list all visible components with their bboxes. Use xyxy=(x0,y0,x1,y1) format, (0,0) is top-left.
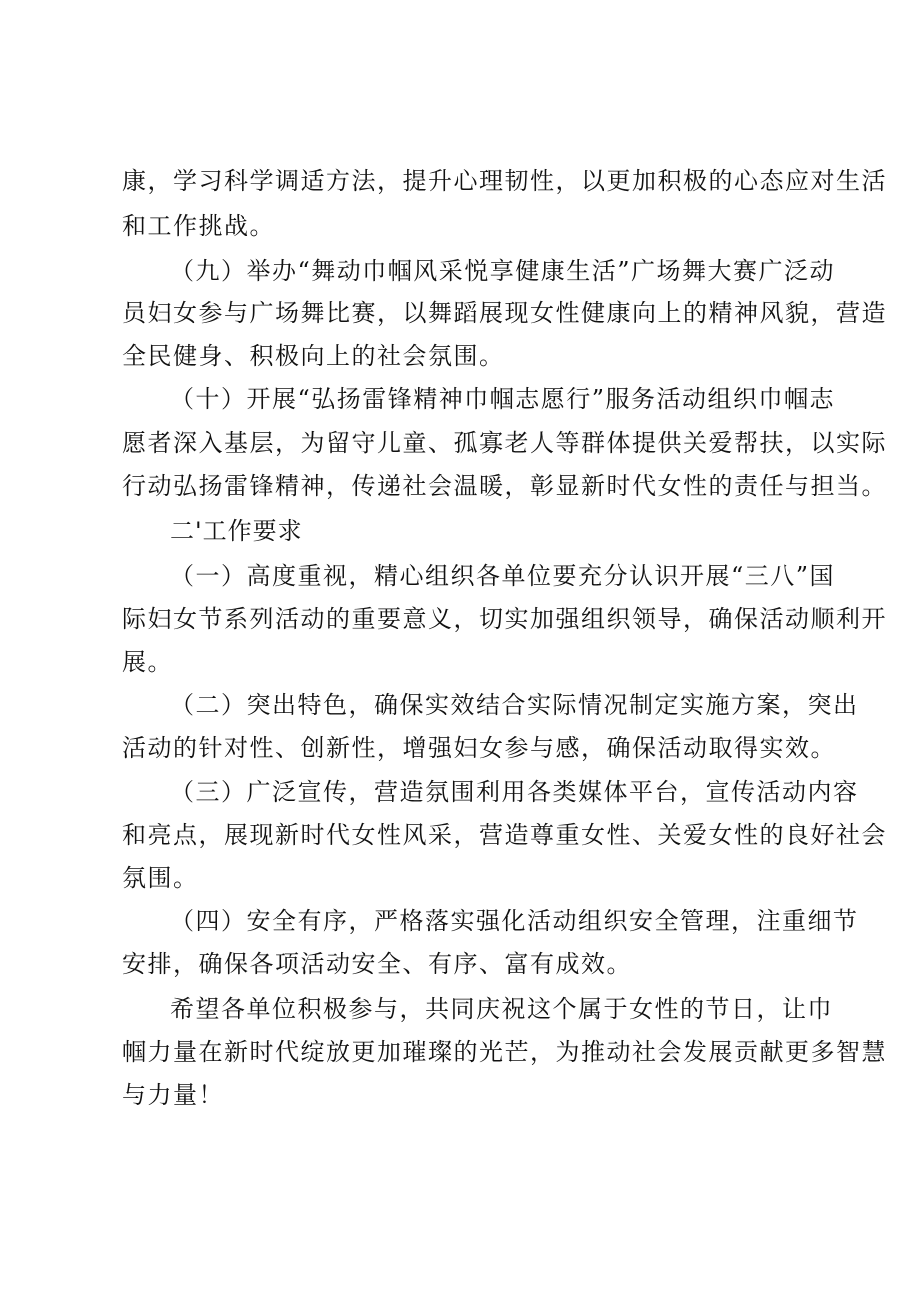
text-line: （三）广泛宣传，营造氛围利用各类媒体平台，宣传活动内容 xyxy=(170,778,859,806)
text-line: 氛围。 xyxy=(122,864,199,892)
text-line: 际妇女节系列活动的重要意义，切实加强组织领导，确保活动顺利开 xyxy=(122,605,887,633)
text-line: 员妇女参与广场舞比赛，以舞蹈展现女性健康向上的精神风貌，营造 xyxy=(122,299,887,327)
text-line: （九）举办“舞动巾帼风采悦享健康生活”广场舞大赛广泛动 xyxy=(170,257,836,285)
text-line: 展。 xyxy=(122,648,173,676)
text-line: 安排，确保各项活动安全、有序、富有成效。 xyxy=(122,950,632,978)
text-line: （四）安全有序，严格落实强化活动组织安全管理，注重细节 xyxy=(170,907,859,935)
text-line: （一）高度重视，精心组织各单位要充分认识开展“三八”国 xyxy=(170,562,836,590)
text-line: 和亮点，展现新时代女性风采，营造尊重女性、关爱女性的良好社会 xyxy=(122,821,887,849)
text-line: （十）开展“弘扬雷锋精神巾帼志愿行”服务活动组织巾帼志 xyxy=(170,385,836,413)
text-line: 康，学习科学调适方法，提升心理韧性，以更加积极的心态应对生活 xyxy=(122,167,887,195)
text-line: 和工作挑战。 xyxy=(122,212,275,240)
text-line: 活动的针对性、创新性，增强妇女参与感，确保活动取得实效。 xyxy=(122,734,836,762)
text-line: 与力量！ xyxy=(122,1081,224,1109)
text-line: 行动弘扬雷锋精神，传递社会温暖，彰显新时代女性的责任与担当。 xyxy=(122,472,887,500)
section-heading: 二'工作要求 xyxy=(170,517,303,545)
text-line: 帼力量在新时代绽放更加璀璨的光芒，为推动社会发展贡献更多智慧 xyxy=(122,1038,887,1066)
text-line: 希望各单位积极参与，共同庆祝这个属于女性的节日，让巾 xyxy=(170,995,833,1023)
text-line: （二）突出特色，确保实效结合实际情况制定实施方案，突出 xyxy=(170,691,859,719)
text-line: 愿者深入基层，为留守儿童、孤寡老人等群体提供关爱帮扶，以实际 xyxy=(122,429,887,457)
text-line: 全民健身、积极向上的社会氛围。 xyxy=(122,342,505,370)
